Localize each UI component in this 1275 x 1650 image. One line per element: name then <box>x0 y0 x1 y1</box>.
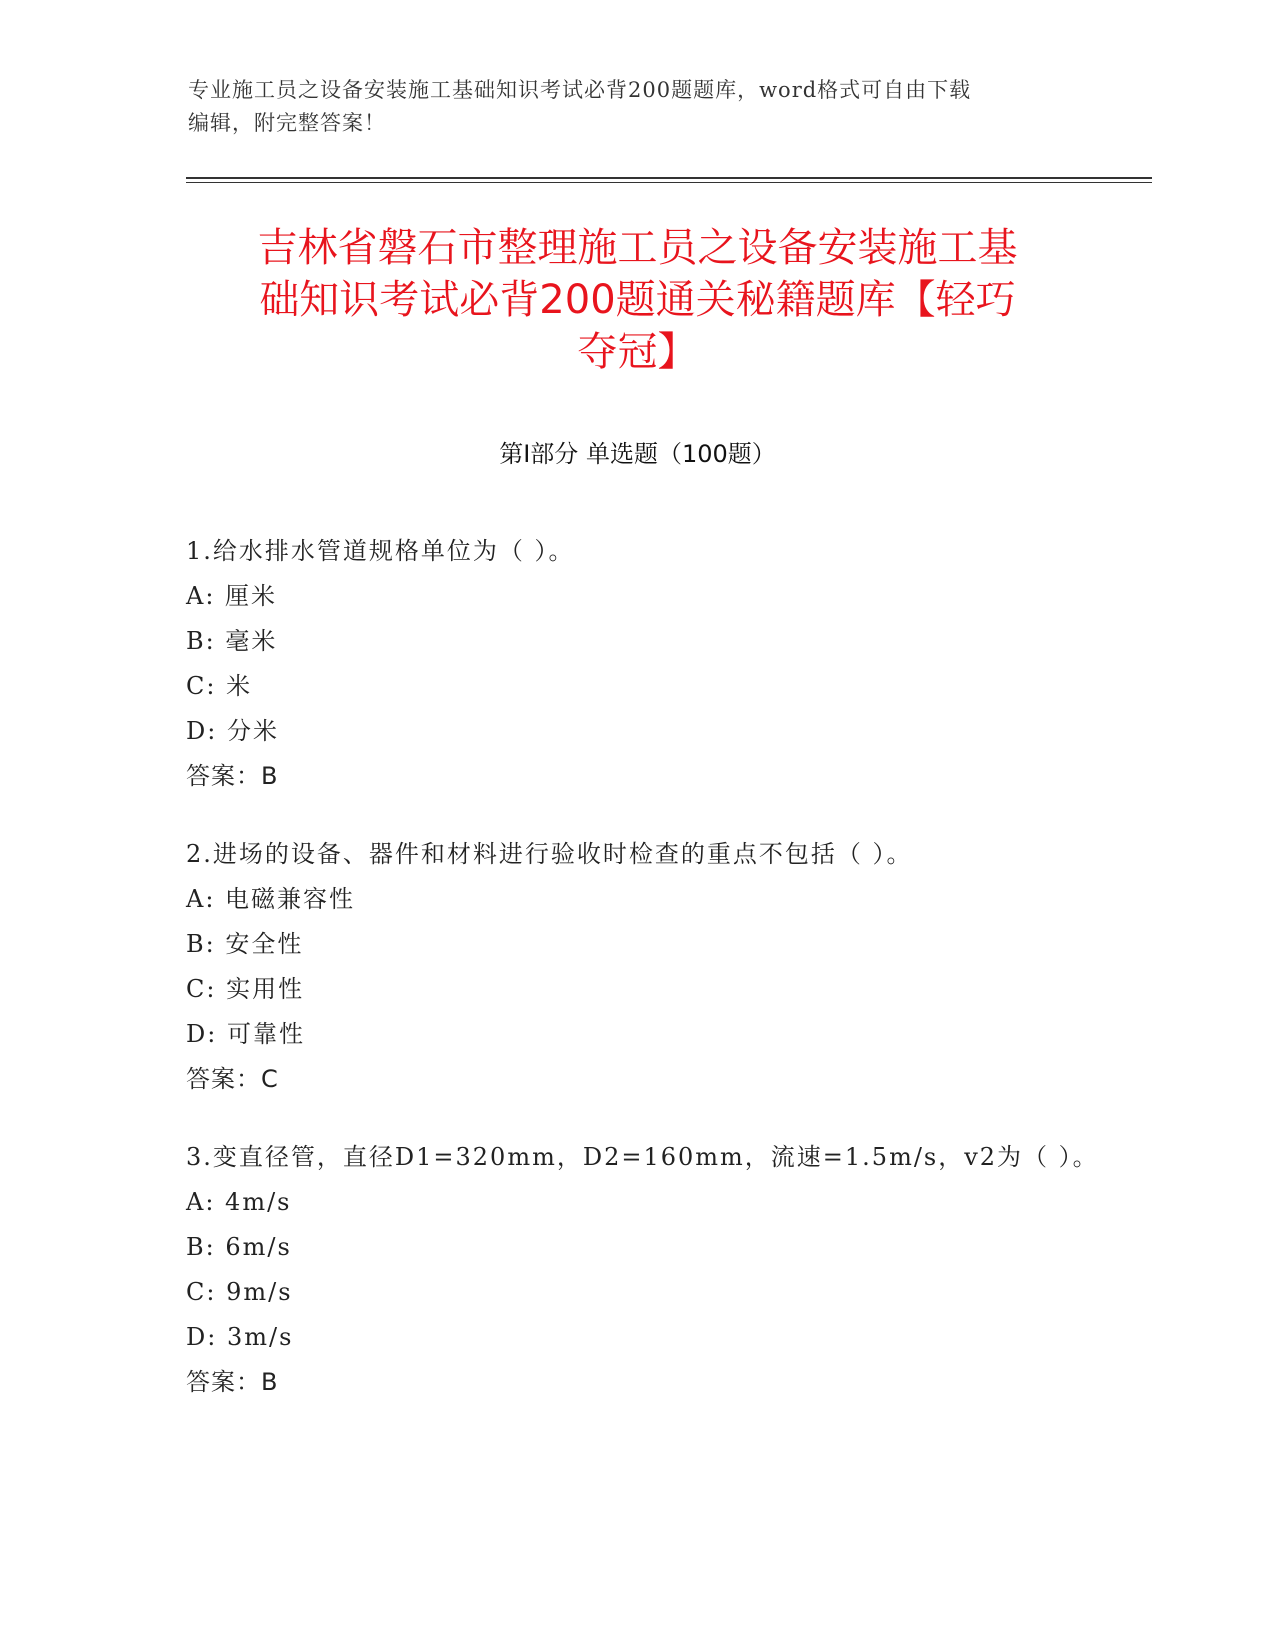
question-stem: 2.进场的设备、器件和材料进行验收时检查的重点不包括（ ）。 <box>186 840 913 868</box>
option-d: D: 可靠性 <box>186 1020 305 1048</box>
option-c: C: 实用性 <box>186 975 305 1003</box>
document-title <box>160 222 1115 378</box>
answer-line: 答案：B <box>186 1368 279 1396</box>
question-list <box>186 529 1146 1438</box>
question-stem: 1.给水排水管道规格单位为（ ）。 <box>186 537 575 565</box>
option-d: D: 3m/s <box>186 1323 294 1351</box>
question-item <box>186 1135 1146 1405</box>
question-item <box>186 529 1146 799</box>
option-a: A: 厘米 <box>186 582 278 610</box>
header-note-line: 专业施工员之设备安装施工基础知识考试必背200题题库，word格式可自由下载 <box>188 78 972 102</box>
option-c: C: 9m/s <box>186 1278 293 1306</box>
option-c: C: 米 <box>186 672 253 700</box>
option-b: B: 毫米 <box>186 627 278 655</box>
document-title-line: 夺冠】 <box>577 329 698 375</box>
header-rule <box>186 177 1152 179</box>
option-d: D: 分米 <box>186 717 279 745</box>
option-a: A: 4m/s <box>186 1188 292 1216</box>
section-heading: 第Ⅰ部分 单选题（100题） <box>499 440 776 468</box>
answer-line: 答案：C <box>186 1065 279 1093</box>
option-b: B: 6m/s <box>186 1233 292 1261</box>
header-note-line: 编辑，附完整答案！ <box>188 111 386 135</box>
header-rule-thin <box>186 182 1152 183</box>
header-note <box>188 74 1088 140</box>
answer-line: 答案：B <box>186 762 279 790</box>
question-stem: 3.变直径管，直径D1=320mm，D2=160mm，流速=1.5m/s，v2为（ ）。 <box>186 1143 1099 1171</box>
document-title-line: 础知识考试必背200题通关秘籍题库【轻巧 <box>259 277 1016 323</box>
option-b: B: 安全性 <box>186 930 304 958</box>
document-title-line: 吉林省磐石市整理施工员之设备安装施工基 <box>257 225 1018 271</box>
question-item <box>186 832 1146 1102</box>
option-a: A: 电磁兼容性 <box>186 885 356 913</box>
